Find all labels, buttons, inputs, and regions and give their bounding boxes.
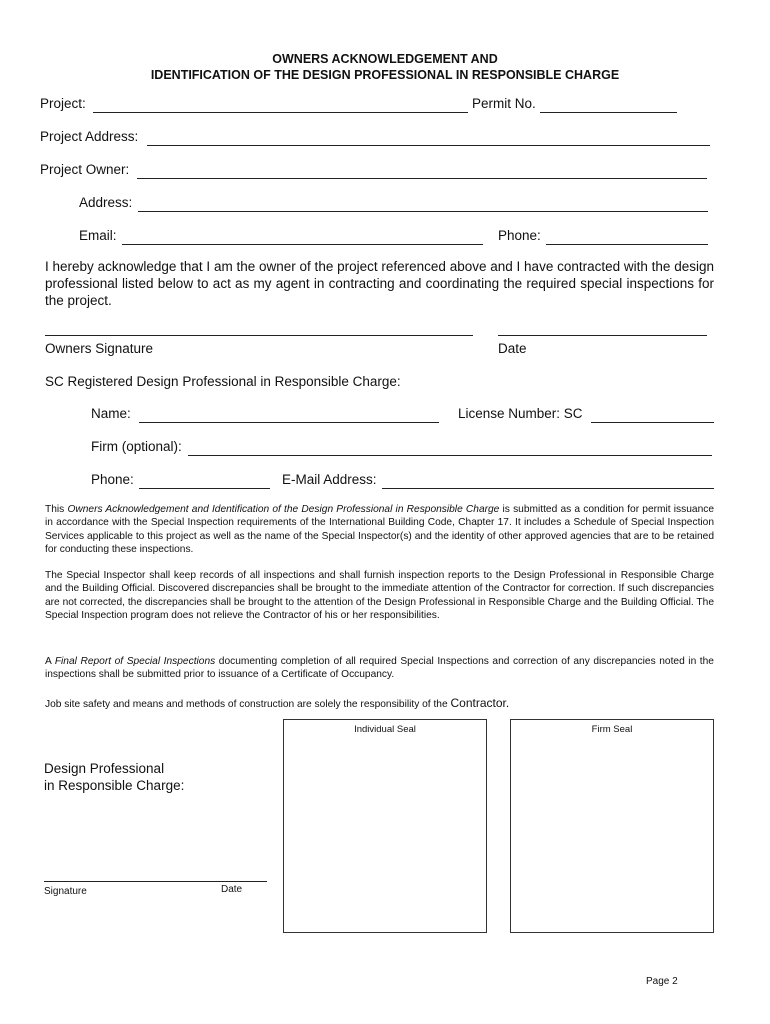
design-pro-heading: SC Registered Design Professional in Responsible Charge: (45, 374, 401, 389)
p3-rest: documenting completion of all required Special Inspections and correction of any discrepancies noted in the inspections shall be submitted prior to issuance of a Certificate of Occupancy. (45, 656, 714, 681)
dp-firm-label: Firm (optional): (91, 439, 182, 454)
dp-firm-field[interactable] (188, 441, 712, 456)
owner-address-field[interactable] (138, 197, 708, 212)
owners-signature-field[interactable] (45, 321, 473, 336)
firm-seal-box[interactable] (510, 719, 714, 933)
project-owner-field[interactable] (137, 164, 707, 179)
owners-date-label: Date (498, 341, 527, 356)
dp-signature-heading-line2: in Responsible Charge: (44, 778, 185, 793)
p3-prefix: A (45, 656, 52, 667)
final-report-paragraph (45, 655, 714, 682)
dp-signature-label: Signature (44, 886, 87, 897)
p4-contractor: Contractor. (450, 696, 510, 710)
site-safety-paragraph (45, 697, 714, 711)
dp-license-label: License Number: SC (458, 406, 583, 421)
dp-date-label: Date (221, 884, 243, 895)
individual-seal-label: Individual Seal (354, 724, 416, 735)
owner-address-label: Address: (79, 195, 133, 210)
dp-phone-field[interactable] (139, 474, 270, 489)
project-owner-label: Project Owner: (40, 162, 130, 177)
dp-name-field[interactable] (139, 408, 439, 423)
submission-paragraph (45, 503, 714, 557)
dp-signature-field[interactable] (44, 867, 267, 882)
dp-signature-heading-line1: Design Professional (44, 761, 165, 776)
permit-field[interactable] (540, 98, 677, 113)
special-inspector-paragraph: The Special Inspector shall keep records of all inspections and shall furnish inspection reports to the Design Professional in Responsible Charge and the Building Official. Discovered discrepancies shall be brought to the immediate attention of the Contractor for correction. If such discrepancies are not corrected, the discrepancies shall be brought to the attention of the Design Professional in Responsible Charge and the Building Official. The Special Inspection program does not relieve the Contractor of his or her responsibilities. (45, 570, 714, 622)
dp-license-field[interactable] (591, 408, 714, 423)
p4-text: Job site safety and means and methods of construction are solely the responsibility of the (45, 699, 448, 710)
owner-phone-label: Phone: (498, 228, 541, 243)
page-title-line1: OWNERS ACKNOWLEDGEMENT AND (272, 52, 498, 66)
firm-seal-label: Firm Seal (591, 724, 633, 735)
page-title-line2: IDENTIFICATION OF THE DESIGN PROFESSIONAL IN RESPONSIBLE CHARGE (150, 68, 620, 82)
p3-italic-title: Final Report of Special Inspections (54, 656, 216, 667)
permit-label: Permit No. (472, 96, 536, 111)
owner-email-label: Email: (79, 228, 117, 243)
dp-phone-label: Phone: (91, 472, 134, 487)
acknowledgement-text: I hereby acknowledge that I am the owner of the project referenced above and I have contracted with the design professional listed below to act as my agent in contracting and coordinating the required special inspections for the project. (45, 259, 714, 308)
dp-email-label: E-Mail Address: (282, 472, 377, 487)
p1-rest: is submitted as a condition for permit issuance in accordance with the Special Inspection requirements of the International Building Code, Chapter 17. It includes a Schedule of Special Inspection Services applicable to this project as well as the name of the Special Inspector(s) and the identity of other approved agencies that are to be retained for conducting these inspections. (45, 504, 714, 556)
owner-phone-field[interactable] (546, 230, 708, 245)
project-address-label: Project Address: (40, 129, 139, 144)
project-address-field[interactable] (147, 131, 710, 146)
dp-email-field[interactable] (382, 474, 714, 489)
p1-prefix: This (45, 504, 65, 515)
project-label: Project: (40, 96, 86, 111)
dp-name-label: Name: (91, 406, 131, 421)
owners-signature-label: Owners Signature (45, 341, 154, 356)
page-number: Page 2 (646, 976, 678, 987)
owners-date-field[interactable] (498, 321, 707, 336)
project-field[interactable] (93, 98, 468, 113)
p1-italic-title: Owners Acknowledgement and Identification of the Design Professional in Responsible Charge (67, 504, 500, 515)
individual-seal-box[interactable] (283, 719, 487, 933)
owner-email-field[interactable] (122, 230, 483, 245)
